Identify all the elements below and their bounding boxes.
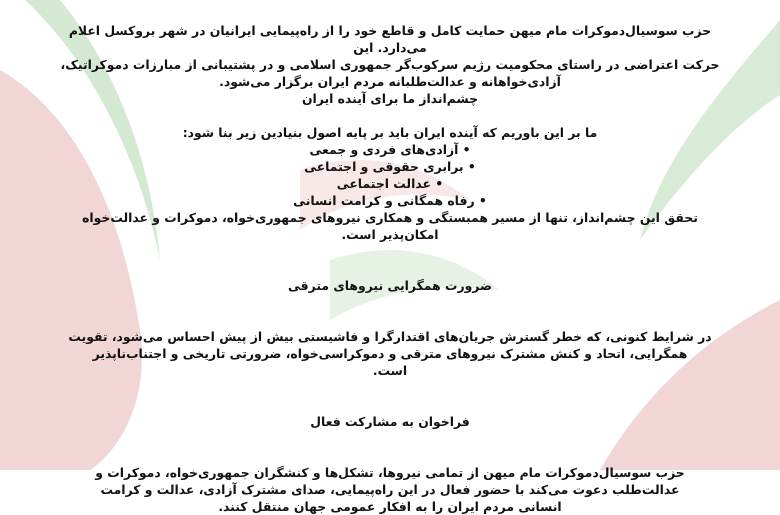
principle-item: • آزادی‌های فردی و جمعی [60, 141, 720, 158]
convergence-line-2: همگرایی، اتحاد و کنش مشترک نیروهای مترقی و دموکراسی‌خواه، ضرورتی تاریخی و اجتناب‌ناپذیر [92, 346, 688, 361]
vision-outro: تحقق این چشم‌انداز، تنها از مسیر همبستگی و همکاری نیروهای جمهوری‌خواه، دموکرات و عدالت‌خواه امکان‌پذیر است. [82, 210, 698, 242]
statement-document [60, 22, 720, 515]
vision-intro: ما بر این باوریم که آینده ایران باید بر پایه اصول بنیادین زیر بنا شود: [182, 125, 598, 140]
vision-heading: چشم‌انداز ما برای آینده ایران [301, 91, 479, 106]
convergence-line-1: در شرایط کنونی، که خطر گسترش جریان‌های اقتدارگرا و فاشیستی بیش از پیش احساس می‌شود، تقویت [68, 329, 712, 344]
call-line-3: انسانی مردم ایران را به افکار عمومی جهان منتقل کنند. [218, 499, 562, 514]
call-line-1: حزب سوسیال‌دموکرات مام میهن از تمامی نیروها، تشکل‌ها و کنشگران جمهوری‌خواه، دموکرات و [95, 465, 685, 480]
principles-list [60, 141, 720, 209]
convergence-line-3: است. [372, 363, 408, 378]
intro-line-1: حزب سوسیال‌دموکرات مام میهن حمایت کامل و قاطع خود را از راه‌پیمایی ایرانیان در شهر بروکسل اعلام می‌دارد. این [68, 23, 712, 55]
intro-line-3: آزادی‌خواهانه و عدالت‌طلبانه مردم ایران برگزار می‌شود. [219, 74, 561, 89]
intro-line-2: حرکت اعتراضی در راستای محکومیت رژیم سرکوب‌گر جمهوری اسلامی و در پشتیبانی از مبارزات دموکراتیک، [60, 57, 720, 72]
principle-item: • عدالت اجتماعی [60, 175, 720, 192]
call-line-2: عدالت‌طلب دعوت می‌کند با حضور فعال در این راه‌پیمایی، صدای مشترک آزادی، عدالت و کرامت [100, 482, 680, 497]
call-heading: فراخوان به مشارکت فعال [310, 414, 470, 429]
principle-item: • برابری حقوقی و اجتماعی [60, 158, 720, 175]
principle-item: • رفاه همگانی و کرامت انسانی [60, 192, 720, 209]
convergence-heading: ضرورت همگرایی نیروهای مترقی [288, 278, 492, 293]
